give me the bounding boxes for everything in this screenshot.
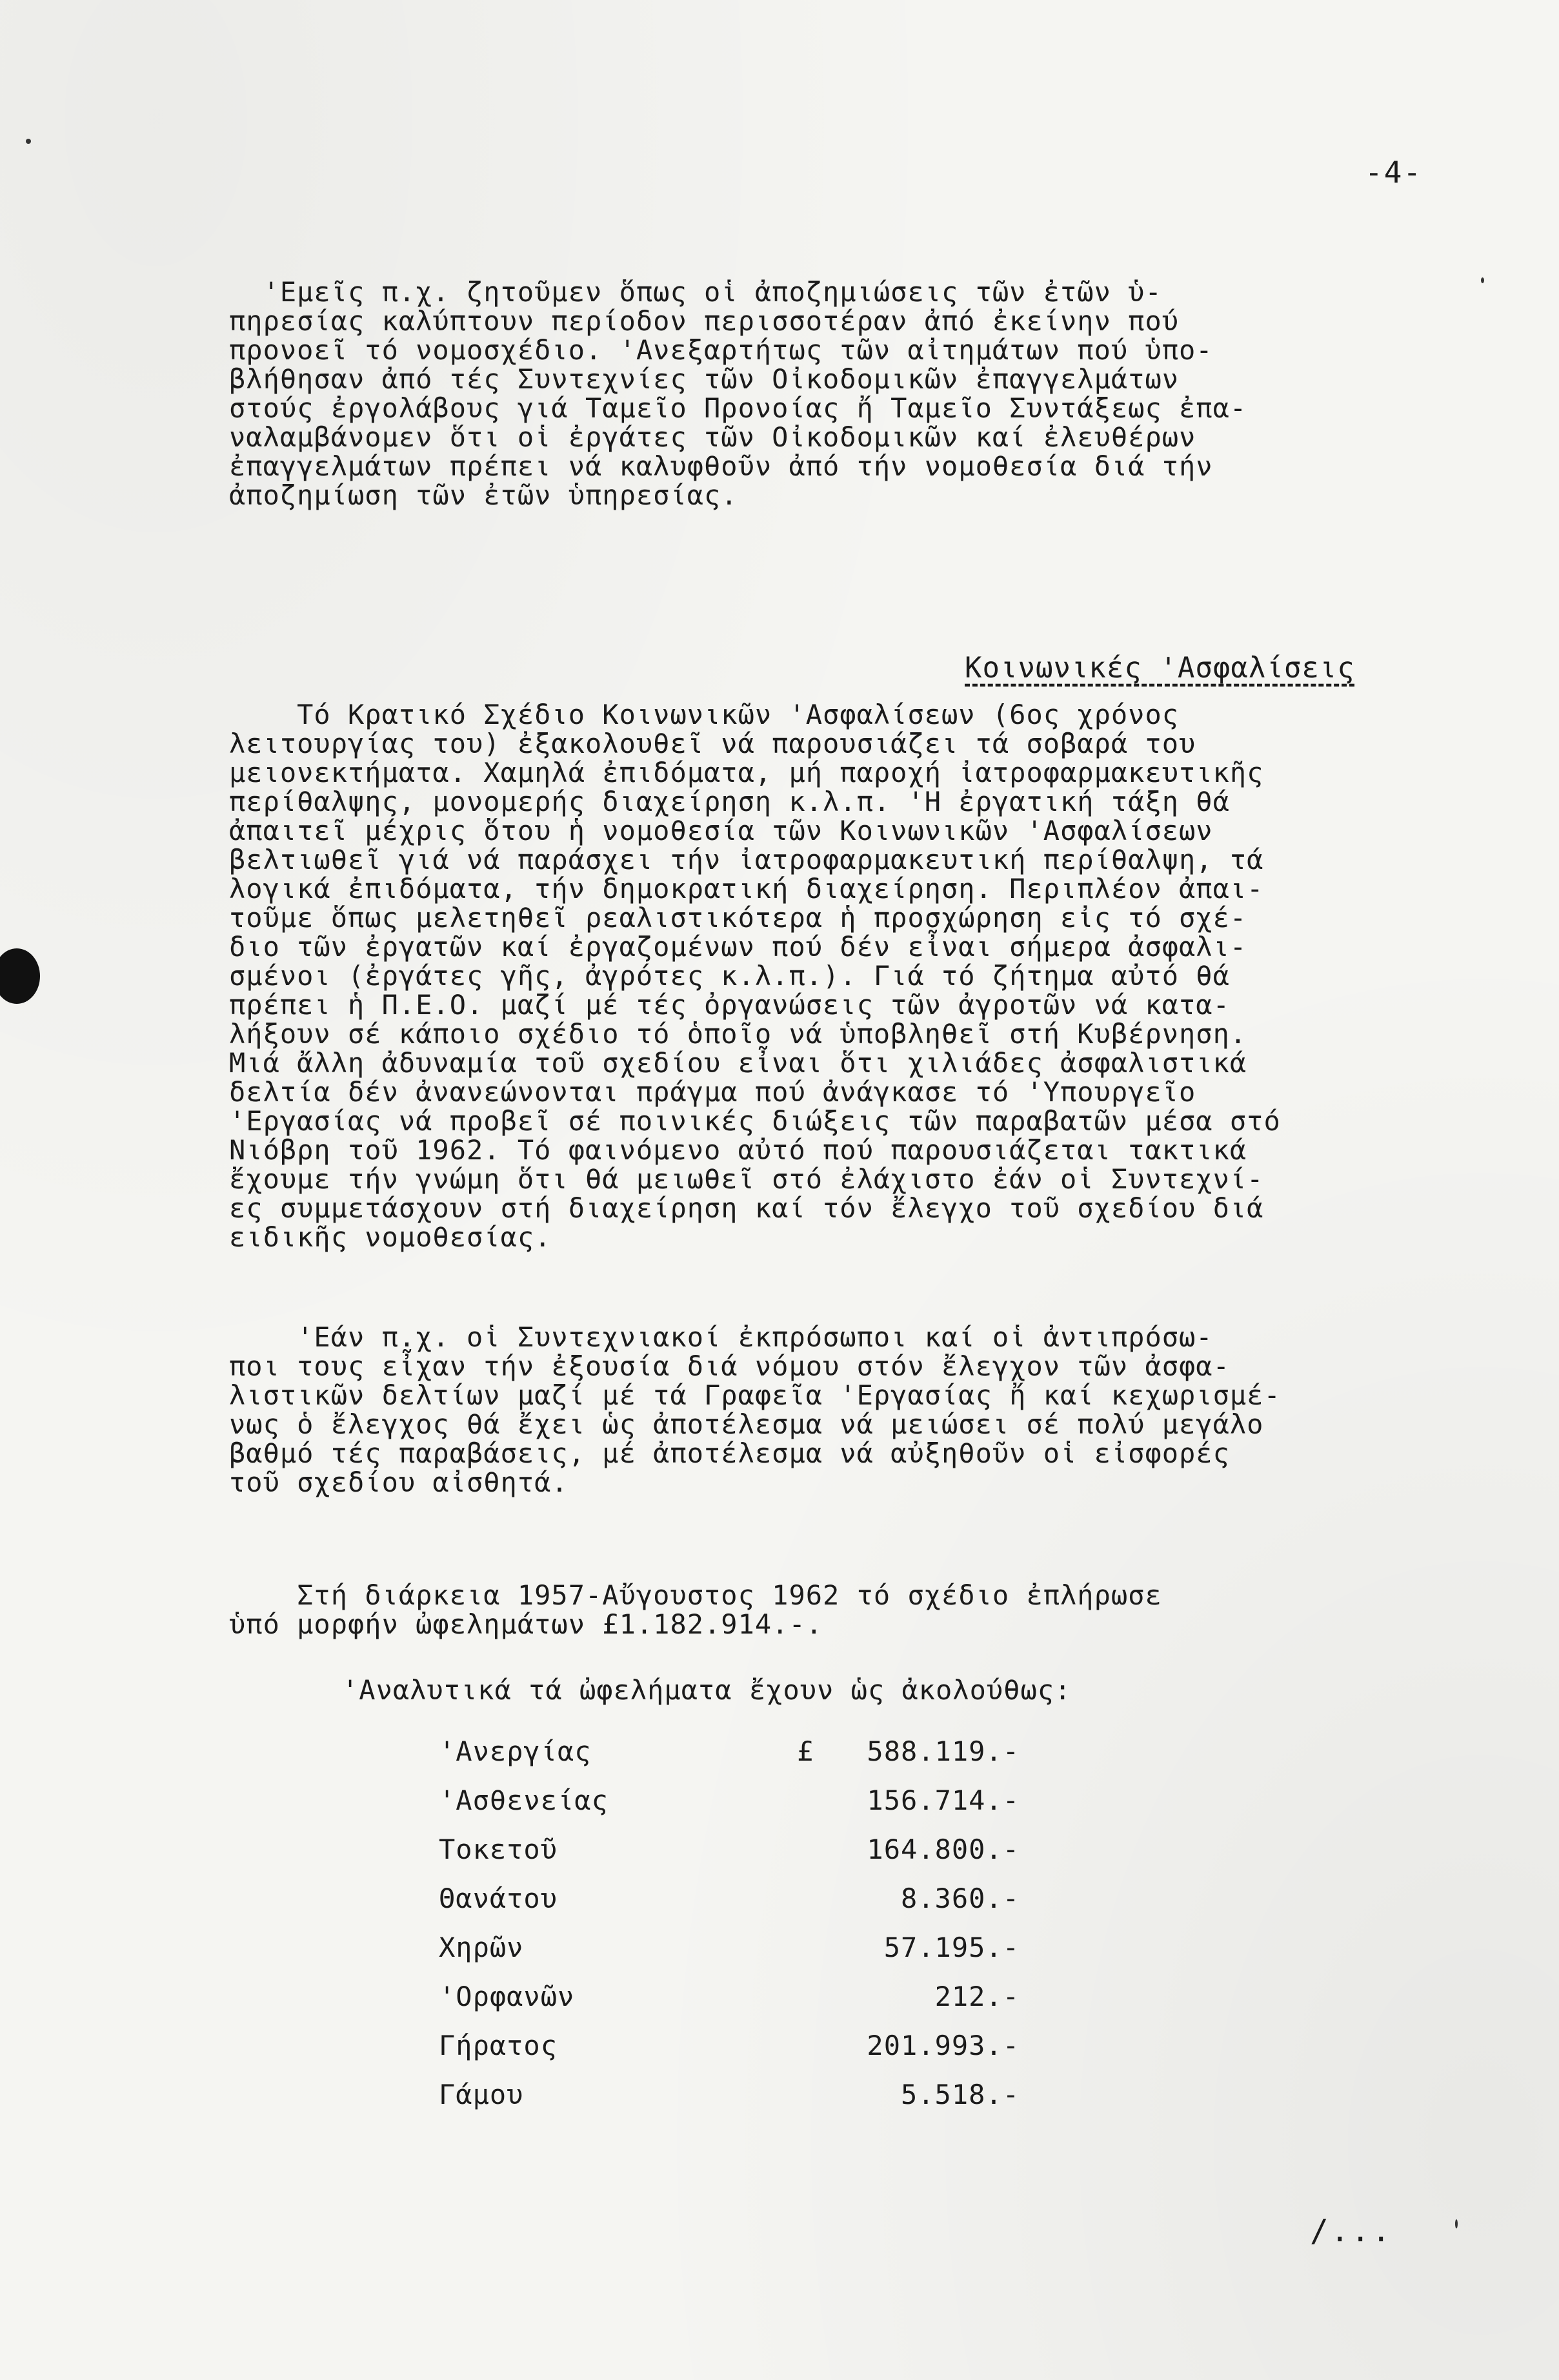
- benefit-amount: 8.360.-: [900, 1883, 1020, 1914]
- benefits-table: [439, 1735, 1020, 2128]
- benefit-label: 'Ορφανῶν: [439, 1981, 575, 2012]
- page-number: -4-: [1365, 155, 1423, 190]
- benefit-label: 'Ανεργίας: [439, 1735, 592, 1767]
- section-heading: Κοινωνικές 'Ασφαλίσεις: [965, 652, 1355, 685]
- benefit-label: Χηρῶν: [439, 1932, 524, 1963]
- paragraph-union-control: 'Εάν π.χ. οἱ Συντεχνιακοί ἐκπρόσωποι καί οἱ ἀντιπρόσω- ποι τους εἶχαν τήν ἐξουσία διά νόμου στόν ἔλεγχον τῶν ἀσφα- λιστικῶν δελτίων μαζί μέ τά Γραφεῖα 'Εργασίας ἤ καί κεχωρισμέ- νως ὁ ἔλεγχος θά ἔχει ὡς ἀποτέλεσμα νά μειώσει σέ πολύ μεγάλο βαθμό τές παραβάσεις, μέ ἀποτέλεσμα νά αὐξηθοῦν οἱ εἰσφορές τοῦ σχεδίου αἰσθητά.: [229, 1321, 1281, 1498]
- paragraph-severance: 'Εμεῖς π.χ. ζητοῦμεν ὅπως οἱ ἀποζημιώσεις τῶν ἐτῶν ὑ- πηρεσίας καλύπτουν περίοδον περισσοτέραν ἀπό ἐκείνην πού προνοεῖ τό νομοσχέδιο. 'Ανεξαρτήτως τῶν αἰτημάτων πού ὑπο- βλήθησαν ἀπό τές Συντεχνίες τῶν Οἰκοδομικῶν ἐπαγγελμάτων στούς ἐργολάβους γιά Ταμεῖο Προνοίας ἤ Ταμεῖο Συντάξεως ἐπα- ναλαμβάνομεν ὅτι οἱ ἐργάτες τῶν Οἰκοδομικῶν καί ἐλευθέρων ἐπαγγελμάτων πρέπει νά καλυφθοῦν ἀπό τήν νομοθεσία διά τήν ἀποζημίωση τῶν ἐτῶν ὑπηρεσίας.: [229, 276, 1247, 511]
- table-row: [439, 1834, 1020, 1883]
- table-row: [439, 2079, 1020, 2128]
- scan-speck: [1481, 277, 1484, 283]
- benefit-label: Γήρατος: [439, 2030, 558, 2061]
- benefit-amount: 212.-: [934, 1981, 1020, 2012]
- currency-symbol: £: [797, 1735, 814, 1767]
- paragraph-total-benefits: Στή διάρκεια 1957-Αὔγουστος 1962 τό σχέδιο ἐπλήρωσε ὑπό μορφήν ὠφελημάτων £1.182.914.-.: [229, 1579, 1162, 1640]
- benefit-label: Τοκετοῦ: [439, 1834, 558, 1865]
- table-row: [439, 1785, 1020, 1834]
- table-row: [439, 1932, 1020, 1981]
- benefit-amount: 164.800.-: [867, 1834, 1020, 1865]
- benefit-amount: 156.714.-: [867, 1785, 1020, 1816]
- continuation-mark: /...: [1310, 2213, 1393, 2249]
- table-row: [439, 2030, 1020, 2079]
- benefit-amount: 5.518.-: [900, 2079, 1020, 2110]
- punch-hole-mark: [0, 948, 40, 1004]
- benefit-label: Γάμου: [439, 2079, 524, 2110]
- table-row: [439, 1883, 1020, 1932]
- paragraph-social-insurance: Τό Κρατικό Σχέδιο Κοινωνικῶν 'Ασφαλίσεων (6ος χρόνος λειτουργίας του) ἐξακολουθεῖ νά παρουσιάζει τά σοβαρά του μειονεκτήματα. Χαμηλά ἐπιδόματα, μή παροχή ἰατροφαρμακευτικῆς περίθαλψης, μονομερής διαχείρηση κ.λ.π. 'Η ἐργατική τάξη θά ἀπαιτεῖ μέχρις ὅτου ἡ νομοθεσία τῶν Κοινωνικῶν 'Ασφαλίσεων βελτιωθεῖ γιά νά παράσχει τήν ἰατροφαρμακευτική περίθαλψη, τά λογικά ἐπιδόματα, τήν δημοκρατική διαχείρηση. Περιπλέον ἀπαι- τοῦμε ὅπως μελετηθεῖ ρεαλιστικότερα ἡ προσχώρηση εἰς τό σχέ- διο τῶν ἐργατῶν καί ἐργαζομένων πού δέν εἶναι σήμερα ἀσφαλι- σμένοι (ἐργάτες γῆς, ἀγρότες κ.λ.π.). Γιά τό ζήτημα αὐτό θά πρέπει ἡ Π.Ε.Ο. μαζί μέ τές ὀργανώσεις τῶν ἀγροτῶν νά κατα- λήξουν σέ κάποιο σχέδιο τό ὁποῖο νά ὑποβληθεῖ στή Κυβέρνηση. Μιά ἄλλη ἀδυναμία τοῦ σχεδίου εἶναι ὅτι χιλιάδες ἀσφαλιστικά δελτία δέν ἀνανεώνονται πράγμα πού ἀνάγκασε τό 'Υπουργεῖο 'Εργασίας νά προβεῖ σέ ποινικές διώξεις τῶν παραβατῶν μέσα στό Νιόβρη τοῦ 1962. Τό φαινόμενο αὐτό πού παρουσιάζεται τακτικά ἔχουμε τήν γνώμη ὅτι θά μειωθεῖ στό ἐλάχιστο ἐάν οἱ Συντεχνί- ες συμμετάσχουν στή διαχείρηση καί τόν ἔλεγχο τοῦ σχεδίου διά ειδικῆς νομοθεσίας.: [229, 699, 1281, 1253]
- benefit-label: 'Ασθενείας: [439, 1785, 609, 1816]
- table-row: [439, 1981, 1020, 2030]
- benefit-amount: 588.119.-: [867, 1735, 1020, 1767]
- table-row: [439, 1735, 1020, 1785]
- benefits-intro: 'Αναλυτικά τά ὠφελήματα ἔχουν ὡς ἀκολούθως:: [342, 1674, 1072, 1706]
- benefit-label: Θανάτου: [439, 1883, 558, 1914]
- scan-speck: [1455, 2219, 1458, 2228]
- benefit-amount: 201.993.-: [867, 2030, 1020, 2061]
- scan-speck: [26, 139, 31, 144]
- benefit-amount: 57.195.-: [883, 1932, 1020, 1963]
